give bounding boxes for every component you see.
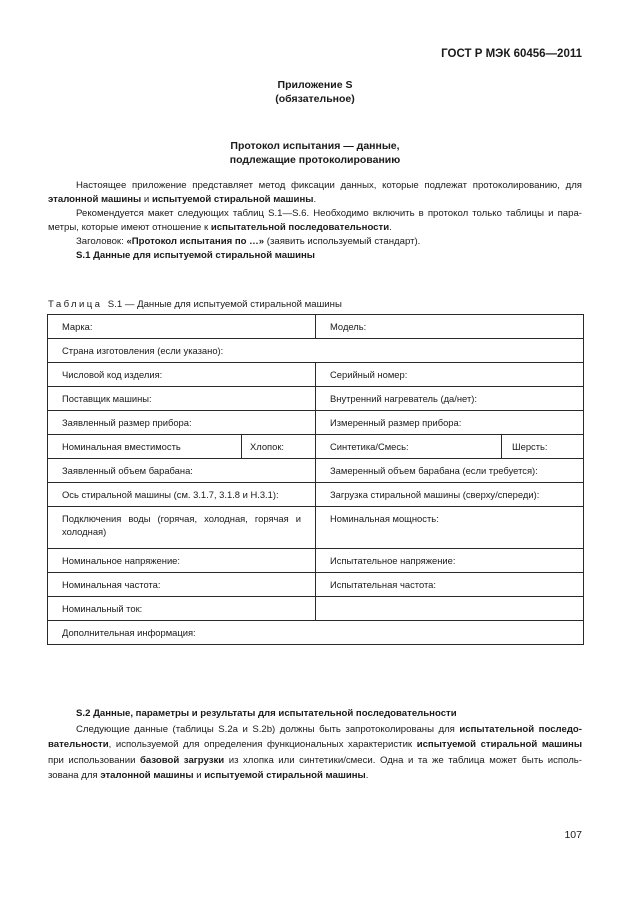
rated-power-field[interactable]: Номинальная мощность: [316, 507, 584, 549]
section-title-line1: Протокол испытания — данные, [230, 140, 400, 152]
additional-info-field[interactable]: Дополнительная информация: [48, 621, 584, 645]
declared-size-field[interactable]: Заявленный размер прибора: [48, 411, 316, 435]
machine-axis-field[interactable]: Ось стиральной машины (см. 3.1.7, 3.1.8 и Н.3.1): [48, 483, 316, 507]
page-number: 107 [564, 829, 582, 841]
table-row [48, 621, 584, 645]
standard-designation: ГОСТ Р МЭК 60456—2011 [441, 48, 582, 60]
country-field[interactable]: Страна изготовления (если указано): [48, 339, 584, 363]
annex-title: Приложение S [277, 79, 353, 91]
test-voltage-field[interactable]: Испытательное напряжение: [316, 549, 584, 573]
model-field[interactable]: Модель: [316, 315, 584, 339]
s2-text [48, 706, 582, 784]
table-row [48, 435, 584, 459]
table-caption: Таблица S.1 — Данные для испытуемой стиральной машины [48, 299, 342, 310]
intro-text [48, 179, 582, 263]
synthetic-field[interactable]: Синтетика/Смесь: [316, 435, 502, 459]
table-row [48, 411, 584, 435]
table-row [48, 597, 584, 621]
table-row [48, 387, 584, 411]
rated-capacity-label: Номинальная вместимость [48, 435, 242, 459]
product-code-field[interactable]: Числовой код изделия: [48, 363, 316, 387]
empty-cell [316, 597, 584, 621]
water-connections-field[interactable]: Подключения воды (горячая, холодная, горячая и холодная) [48, 507, 316, 549]
intro-paragraph-3: Заголовок: «Протокол испытания по …» (заявить используемый стандарт). [76, 236, 421, 247]
annex-subtitle: (обязательное) [275, 93, 355, 105]
s1-heading: S.1 Данные для испытуемой стиральной машины [76, 250, 315, 261]
intro-paragraph-2: Рекомендуется макет следующих таблиц S.1—S.6. Необходимо включить в протокол только таблицы и пара-метры, которые имеют отношение к испытательной последовательности. [48, 208, 582, 233]
rated-current-field[interactable]: Номинальный ток: [48, 597, 316, 621]
table-row [48, 315, 584, 339]
table-row [48, 363, 584, 387]
rated-frequency-field[interactable]: Номинальная частота: [48, 573, 316, 597]
test-frequency-field[interactable]: Испытательная частота: [316, 573, 584, 597]
wool-field[interactable]: Шерсть: [502, 435, 584, 459]
table-row [48, 549, 584, 573]
supplier-field[interactable]: Поставщик машины: [48, 387, 316, 411]
table-row [48, 573, 584, 597]
brand-field[interactable]: Марка: [48, 315, 316, 339]
measured-drum-volume-field[interactable]: Замеренный объем барабана (если требуется): [316, 459, 584, 483]
internal-heater-field[interactable]: Внутренний нагреватель (да/нет): [316, 387, 584, 411]
loading-type-field[interactable]: Загрузка стиральной машины (сверху/спереди): [316, 483, 584, 507]
serial-number-field[interactable]: Серийный номер: [316, 363, 584, 387]
section-title-line2: подлежащие протоколированию [229, 154, 401, 166]
table-row [48, 507, 584, 549]
machine-data-table [47, 314, 584, 645]
table-row [48, 483, 584, 507]
s2-heading: S.2 Данные, параметры и результаты для испытательной последовательности [76, 708, 457, 719]
measured-size-field[interactable]: Измеренный размер прибора: [316, 411, 584, 435]
table-row [48, 339, 584, 363]
rated-voltage-field[interactable]: Номинальное напряжение: [48, 549, 316, 573]
cotton-field[interactable]: Хлопок: [242, 435, 316, 459]
s2-paragraph: Следующие данные (таблицы S.2a и S.2b) должны быть запротоколированы для испытательной последо-вательности, используемой для определения функциональных характеристик испытуемой стиральной машины при использовании базовой загрузки из хлопка или синтетики/смеси. Одна и та же таблица может быть исполь-зована для эталонной машины и испытуемой стиральной машины. [48, 723, 583, 781]
declared-drum-volume-field[interactable]: Заявленный объем барабана: [48, 459, 316, 483]
intro-paragraph-1: Настоящее приложение представляет метод фиксации данных, которые подлежат протоколированию, для эталонной машины и испытуемой стиральной машины. [48, 180, 582, 205]
table-row [48, 459, 584, 483]
